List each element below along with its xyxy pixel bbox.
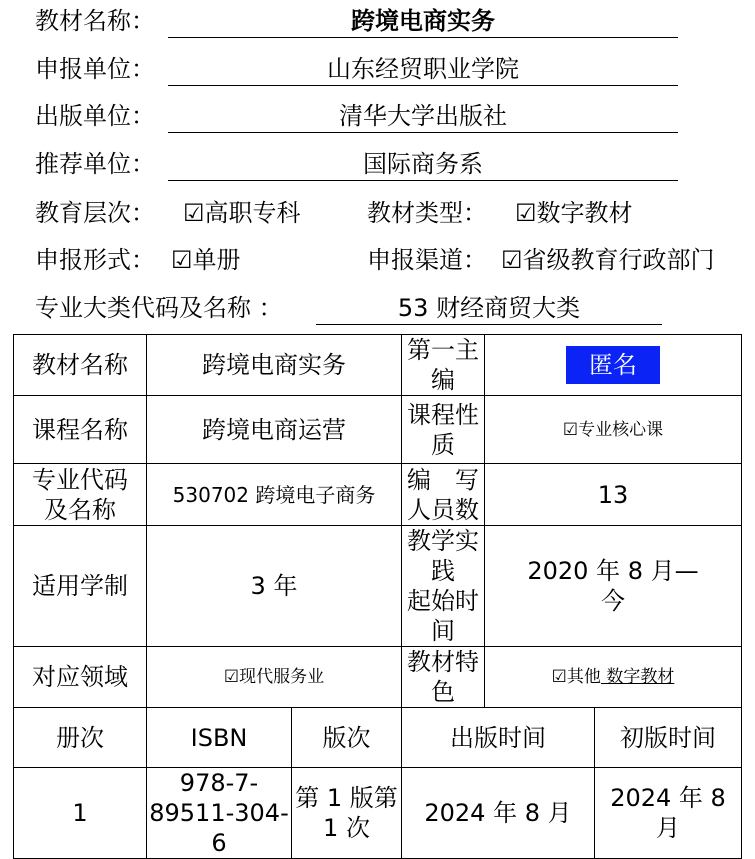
table-row bbox=[14, 647, 742, 708]
apply-form-checkbox[interactable]: ☑单册 bbox=[171, 246, 241, 274]
table-row bbox=[14, 768, 742, 859]
table-header-row bbox=[14, 708, 742, 768]
recommender-value: 国际商务系 bbox=[168, 147, 678, 181]
cell-field[interactable]: ☑现代服务业 bbox=[147, 647, 402, 708]
col-header-edition: 版次 bbox=[292, 708, 402, 768]
cell-label-course-name: 课程名称 bbox=[14, 396, 147, 464]
cell-isbn bbox=[147, 768, 292, 859]
feature-other-fill: 数字教材 bbox=[600, 667, 675, 687]
edu-level-row bbox=[35, 196, 735, 230]
textbook-name-value: 跨境电商实务 bbox=[168, 4, 678, 38]
apply-channel-checkbox[interactable]: ☑省级教育行政部门 bbox=[501, 246, 715, 274]
anonymous-badge: 匿名 bbox=[566, 346, 660, 384]
cell-label-course-nature: 课程性质 bbox=[402, 396, 485, 464]
cell-first-date: 2024 年 8 月 bbox=[595, 768, 742, 859]
edu-level-label: 教育层次： bbox=[35, 199, 155, 227]
applicant-value: 山东经贸职业学院 bbox=[168, 52, 678, 86]
applicant-label: 申报单位： bbox=[35, 55, 155, 83]
isbn-line2: 89511-304-6 bbox=[149, 799, 289, 857]
isbn-line1: 978-7- bbox=[179, 769, 259, 797]
recommender-label: 推荐单位： bbox=[35, 150, 155, 178]
edu-level-checkbox[interactable]: ☑高职专科 bbox=[183, 199, 301, 227]
cell-course-nature[interactable]: ☑专业核心课 bbox=[485, 396, 742, 464]
cell-label-writers bbox=[402, 464, 485, 526]
cell-course-name: 跨境电商运营 bbox=[147, 396, 402, 464]
practice-start-line1: 教学实践 bbox=[407, 527, 479, 585]
practice-start-line2: 起始时间 bbox=[407, 587, 479, 645]
cell-label-textbook-name: 教材名称 bbox=[14, 335, 147, 396]
cell-label-feature: 教材特色 bbox=[402, 647, 485, 708]
cell-label-schooling: 适用学制 bbox=[14, 526, 147, 647]
cell-label-chief-editor: 第一主编 bbox=[402, 335, 485, 396]
textbook-info-table bbox=[13, 334, 742, 859]
cell-textbook-name: 跨境电商实务 bbox=[147, 335, 402, 396]
feature-other-checkbox[interactable]: ☑其他 bbox=[551, 667, 601, 687]
practice-start-value-line2: 今 bbox=[601, 587, 625, 615]
writers-line1: 编 写 bbox=[407, 465, 479, 494]
table-row bbox=[14, 335, 742, 396]
cell-volume: 1 bbox=[14, 768, 147, 859]
cell-practice-start bbox=[485, 526, 742, 647]
apply-form-row bbox=[35, 243, 745, 277]
col-header-first-date: 初版时间 bbox=[595, 708, 742, 768]
cell-label-major-code bbox=[14, 464, 147, 526]
edition-line2: 1 次 bbox=[323, 814, 370, 842]
cell-pub-date: 2024 年 8 月 bbox=[402, 768, 595, 859]
major-category-label: 专业大类代码及名称 ： bbox=[35, 294, 283, 322]
apply-form-label: 申报形式： bbox=[35, 246, 155, 274]
textbook-type-checkbox[interactable]: ☑数字教材 bbox=[515, 199, 633, 227]
textbook-name-label: 教材名称： bbox=[35, 7, 155, 35]
cell-writers: 13 bbox=[485, 464, 742, 526]
col-header-pub-date: 出版时间 bbox=[402, 708, 595, 768]
cell-chief-editor bbox=[485, 335, 742, 396]
cell-feature bbox=[485, 647, 742, 708]
publisher-value: 清华大学出版社 bbox=[168, 99, 678, 133]
writers-line2: 人员数 bbox=[407, 495, 479, 524]
table-row bbox=[14, 526, 742, 647]
major-category-row bbox=[35, 291, 675, 325]
major-code-line2: 及名称 bbox=[44, 495, 116, 524]
table-row bbox=[14, 396, 742, 464]
textbook-type-label: 教材类型： bbox=[367, 199, 487, 227]
practice-start-value-line1: 2020 年 8 月— bbox=[527, 557, 699, 585]
cell-edition bbox=[292, 768, 402, 859]
cell-label-practice-start bbox=[402, 526, 485, 647]
col-header-isbn: ISBN bbox=[147, 708, 292, 768]
cell-major-code: 530702 跨境电子商务 bbox=[147, 464, 402, 526]
major-code-line1: 专业代码 bbox=[32, 465, 128, 494]
table-row bbox=[14, 464, 742, 526]
apply-channel-label: 申报渠道： bbox=[367, 246, 487, 274]
major-category-value: 53 财经商贸大类 bbox=[316, 291, 662, 325]
publisher-label: 出版单位： bbox=[35, 102, 155, 130]
col-header-volume: 册次 bbox=[14, 708, 147, 768]
cell-schooling: 3 年 bbox=[147, 526, 402, 647]
edition-line1: 第 1 版第 bbox=[295, 784, 398, 812]
cell-label-field: 对应领域 bbox=[14, 647, 147, 708]
